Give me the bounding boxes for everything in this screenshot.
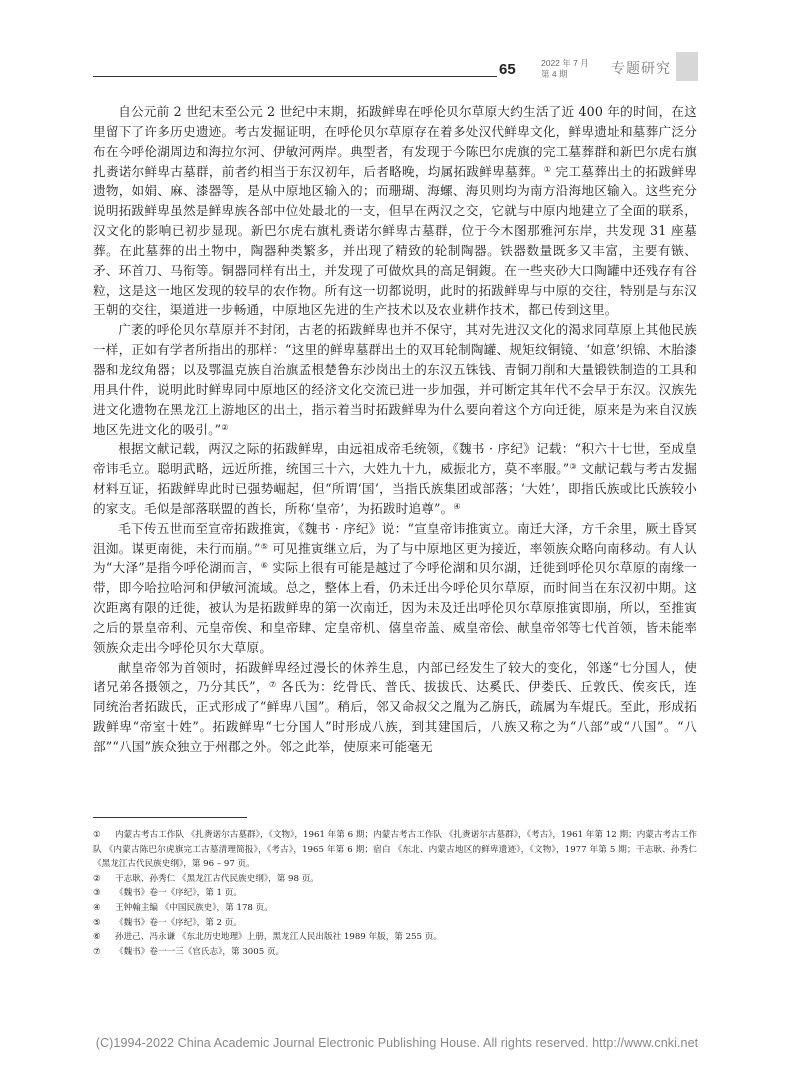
footnote-ref-3[interactable]: ③ — [569, 462, 577, 472]
footnote-marker: ⑤ — [93, 917, 101, 928]
footnote-text: 干志耿、孙秀仁 《黑龙江古代民族史纲》，第 98 页。 — [115, 873, 319, 884]
footnote-rule — [93, 817, 247, 818]
footnote-ref-7[interactable]: ⑦ — [268, 680, 277, 690]
text-run: 根据文献记载，两汉之际的拓跋鲜卑，由远祖成帝毛统领，《魏书 · 序纪》记载：“积六十七世，至成皇帝讳毛立。聪明武略，远近所推，统国三十六，大姓九十九，威振北方，莫不率服。” — [93, 441, 697, 477]
paragraph-4 — [93, 519, 697, 658]
issue-info — [541, 58, 589, 80]
footnote-text: 《魏书》卷一《序纪》，第 1 页。 — [115, 888, 242, 899]
footnote-text: 《魏书》卷一一三《官氏志》，第 3005 页。 — [115, 946, 285, 957]
copyright-line: (C)1994-2022 China Academic Journal Electronic Publishing House. All rights reserved. http://www.cnki.net — [95, 1036, 699, 1050]
text-run: 完工墓葬出土的拓跋鲜卑遗物，如娟、麻、漆器等，是从中原地区输入的；而珊瑚、海螺、海贝则均为南方沿海地区输入。这些充分说明拓跋鲜卑虽然是鲜卑族各部中位处最北的一支，但早在两汉之交，它就与中原内地建立了全面的联系，汉文化的影响已初步显现。新巴尔虎右旗札赉诺尔鲜卑古墓群，位于今木图那雅河东岸，共发现 31 座墓葬。在此墓葬的出土物中，陶器种类繁多，并出现了精致的轮制陶器。铁器数量既多又丰富，主要有镞、矛、环首刀、马衔等。铜器同样有出土，并发现了可做炊具的高足铜鍑。在一些夹砂大口陶罐中还残存有谷粒，这是这一地区发现的较早的农作物。所有这一切都说明，此时的拓跋鲜卑与中原的交往，特别是与东汉王朝的交往，渠道进一步畅通，中原地区先进的生产技术以及农业耕作技术，都已传到这里。 — [93, 163, 698, 318]
footnote-text: 王钟翰主编 《中国民族史》，第 178 页。 — [115, 902, 273, 913]
text-run: 文献记载与考古发掘材料互证，拓跋鲜卑此时已强势崛起，但“所谓‘国’，当指氏族集团或部落；‘大姓’，即指氏族或比氏族较小的家支。毛似是部落联盟的酋长，所称‘皇帝’，为拓跋时追尊”。 — [93, 461, 697, 516]
footnote-1 — [93, 828, 697, 872]
header-rule — [93, 76, 497, 77]
footnote-marker: ④ — [93, 902, 101, 913]
footnote-3 — [93, 886, 697, 901]
paragraph-1 — [93, 102, 697, 320]
footnote-ref-1[interactable]: ① — [543, 164, 552, 174]
footnote-ref-2[interactable]: ② — [221, 422, 229, 432]
footnote-text: 孙进己、冯永谦 《东北历史地理》上册，黑龙江人民出版社 1989 年版，第 255 页。 — [115, 932, 442, 943]
paragraph-2 — [93, 320, 697, 439]
footnote-text: 内蒙古考古工作队 《扎赉诺尔古墓群》，《文物》，1961 年第 6 期；内蒙古考古工作队 《扎赉诺尔古墓群》，《考古》，1961 年第 12 期；内蒙古考古工作队 《内蒙古陈巴尔虎旗完工古墓清理简报》，《考古》，1965 年第 6 期；宿白 《东北、内蒙古地区的鲜卑遗迹》，《文物》，1977 年第 5 期；干志耿、孙秀仁 《黑龙江古代民族史纲》，第 96 – 97 页。 — [93, 830, 697, 870]
footnote-marker: ① — [93, 830, 101, 840]
footnote-5 — [93, 916, 697, 931]
footnote-ref-5[interactable]: ⑤ — [260, 541, 269, 551]
section-side-tab — [676, 52, 698, 81]
paragraph-5 — [93, 658, 697, 757]
section-name: 专题研究 — [611, 61, 671, 77]
page-number: 65 — [499, 61, 516, 78]
text-run: 实际上很有可能是越过了今呼伦湖和贝尔湖，迁徙到呼伦贝尔草原的南缘一带，即今哈拉哈河和伊敏河流域。总之，整体上看，仍未迁出今呼伦贝尔草原，而时间当在东汉初中期。这次距离有限的迁徙，被认为是拓跋鲜卑的第一次南迁，因为未及迁出呼伦贝尔草原推寅即崩，所以，至推寅之后的景皇帝利、元皇帝俟、和皇帝肆、定皇帝机、僖皇帝盖、威皇帝侩、献皇帝邻等七代首领，皆未能率领族众走出今呼伦贝尔大草原。 — [93, 560, 697, 655]
footnote-4 — [93, 901, 697, 916]
footnote-2 — [93, 872, 697, 887]
issue-date: 2022 年 7 月 — [541, 58, 589, 68]
text-run: 可见推寅继立后，为了与中原地区更为接近，率领族众略向南移动。有人认为“大泽”是指今呼伦湖而言， — [93, 540, 697, 576]
footnote-text: 《魏书》卷一《序纪》，第 2 页。 — [115, 917, 242, 928]
footnote-ref-4[interactable]: ④ — [453, 501, 461, 511]
article-body — [93, 102, 697, 757]
text-run: 广袤的呼伦贝尔草原并不封闭，古老的拓跋鲜卑也并不保守，其对先进汉文化的渴求同草原上其他民族一样，正如有学者所指出的那样：“这里的鲜卑墓群出土的双耳轮制陶罐、规矩纹铜镜、‘如意’织锦、木胎漆器和龙纹角器；以及鄂温克族自治旗孟根楚鲁东沙岗出土的东汉五铢钱、青铜刀削和大量锻铁制造的工具和用具什件，说明此时鲜卑同中原地区的经济文化交流已进一步加强，并可断定其年代不会早于东汉。汉族先进文化遗物在黑龙江上游地区的出土，指示着当时拓跋鲜卑为什么要向着这个方向迁徙，原来是为来自汉族地区先进文化的吸引。” — [93, 322, 697, 437]
footnote-7 — [93, 945, 697, 960]
footnote-marker: ⑦ — [93, 946, 101, 957]
text-run: 献皇帝邻为首领时，拓跋鲜卑经过漫长的休养生息，内部已经发生了较大的变化，邻遂“七分国人，使诸兄弟各摄领之，乃分其氏”， — [93, 659, 697, 695]
paragraph-3 — [93, 439, 697, 518]
text-run: 自公元前 2 世纪末至公元 2 世纪中末期，拓跋鲜卑在呼伦贝尔草原大约生活了近 400 年的时间，在这里留下了许多历史遗迹。考古发掘证明，在呼伦贝尔草原存在着多处汉代鲜卑文化，鲜卑遗址和墓葬广泛分布在今呼伦湖周边和海拉尔河、伊敏河两岸。典型者，有发现于今陈巴尔虎旗的完工墓葬群和新巴尔虎右旗扎赉诺尔鲜卑古墓群，前者约相当于东汉初年，后者略晚，均属拓跋鲜卑墓葬。 — [93, 104, 697, 179]
footnote-6 — [93, 930, 697, 945]
footnote-ref-6[interactable]: ⑥ — [260, 561, 269, 571]
text-run: 各氏为：纥骨氏、普氏、拔拔氏、达奚氏、伊娄氏、丘敦氏、俟亥氏，连同统治者拓跋氏，正式形成了“鲜卑八国”。稍后，邻又命叔父之胤为乙旃氏，疏属为车焜氏。至此，形成拓跋鲜卑“帝室十姓”。拓跋鲜卑“七分国人”时形成八族，到其建国后，八族又称之为“八部”或“八国”。“八部”“八国”族众独立于州郡之外。邻之此举，使原来可能毫无 — [93, 679, 697, 754]
footnote-marker: ③ — [93, 888, 101, 899]
footnote-marker: ⑥ — [93, 932, 101, 943]
issue-number: 第 4 期 — [541, 69, 568, 79]
text-run: 毛下传五世而至宣帝拓跋推寅，《魏书 · 序纪》说：“宣皇帝讳推寅立。南迁大泽，方千余里，厥土昏冥沮洳。谋更南徙，未行而崩。” — [93, 520, 697, 556]
footnotes — [93, 828, 697, 959]
footnote-marker: ② — [93, 873, 101, 884]
